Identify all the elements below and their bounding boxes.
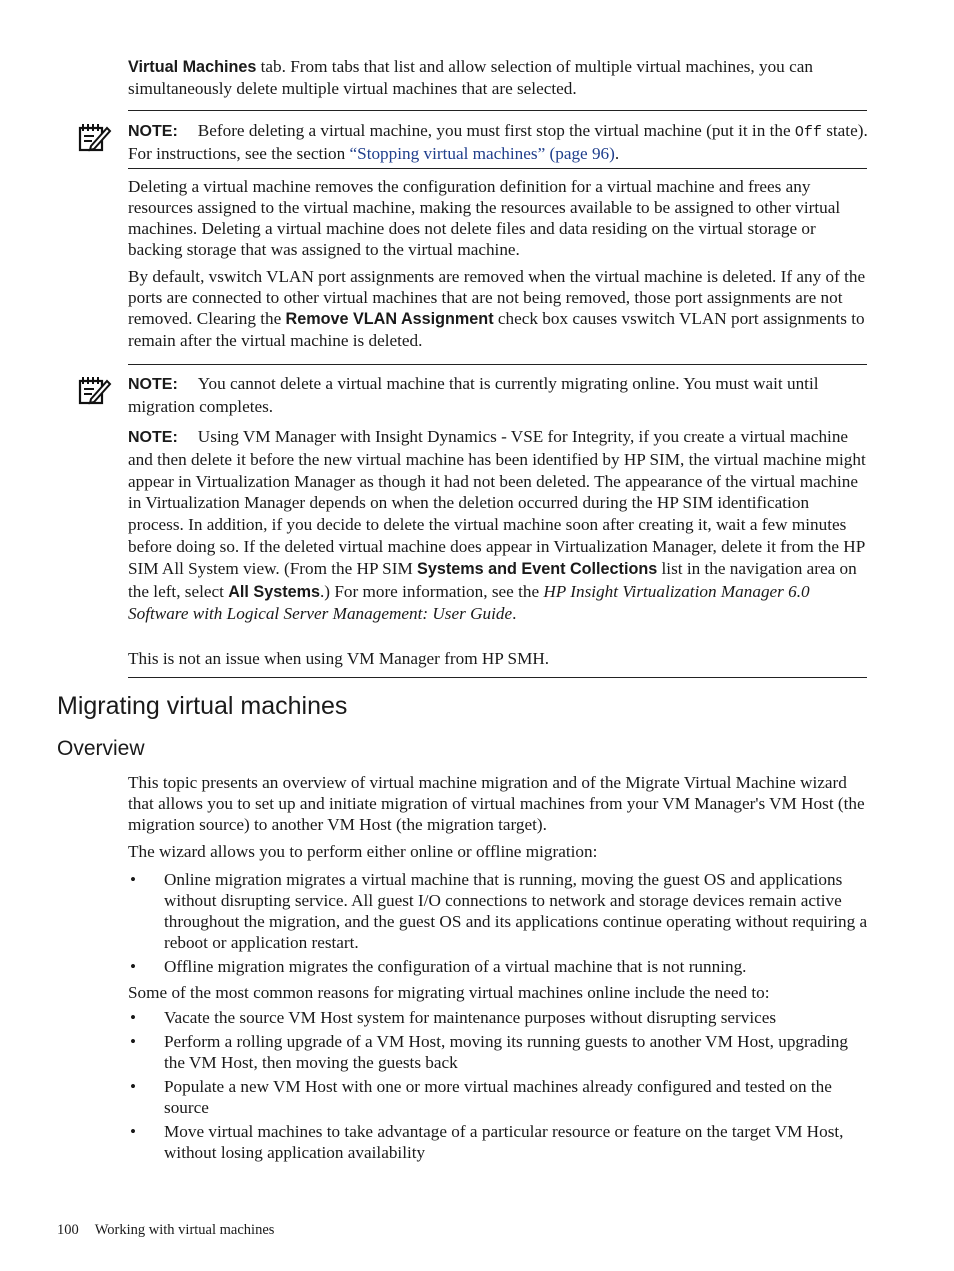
off-state-code: Off	[794, 124, 822, 141]
chapter-title: Working with virtual machines	[94, 1222, 275, 1238]
note-icon	[78, 122, 112, 152]
vswitch-paragraph: By default, vswitch VLAN port assignments are removed when the virtual machine is deleted. If any of the ports are connected to other virtual machines that are not being removed, those port assignments are not removed. Clearing the Remove VLAN Assignment check box causes vswitch VLAN port assignments to remain after the virtual machine is deleted.	[128, 267, 866, 350]
list-item: • Populate a new VM Host with one or more virtual machines already configured and tested on the source	[130, 1077, 832, 1117]
list-item: • Move virtual machines to take advantage of a particular resource or feature on the target VM Host, without losing application availability	[130, 1122, 844, 1162]
subsection-title: Overview	[57, 737, 145, 760]
page-footer	[57, 1222, 274, 1239]
note-top-rule	[128, 110, 867, 111]
note-insight-dynamics: NOTE: Using VM Manager with Insight Dynamics - VSE for Integrity, if you create a virtual machine and then delete it before the new virtual machine has been identified by HP SIM, the virtual machine might appear in Virtualization Manager as though it had not been deleted. The appearance of the virtual machine in Virtualization Manager depends on when the deletion occurred during the HP SIM identification process. In addition, if you decide to delete the virtual machine soon after creating it, wait a few minutes before doing so. If the deleted virtual machine does appear in Virtualization Manager, delete it from the HP SIM All System view. (From the HP SIM Systems and Event Collections list in the navigation area on the left, select All Systems.) For more information, see the HP Insight Virtualization Manager 6.0 Software with Logical Server Management: User Guide.	[128, 427, 866, 624]
page-number: 100	[57, 1222, 79, 1238]
note-stop-before-delete: NOTE: Before deleting a virtual machine, you must first stop the virtual machine (put it in the Off state). For instructions, see the section “Stopping virtual machines” (page 96).	[128, 121, 868, 163]
delete-description-paragraph: Deleting a virtual machine removes the configuration definition for a virtual machine and frees any resources assigned to the virtual machine, making the resources available to be assigned to other virtual machines. Deleting a virtual machine does not delete files and data residing on the virtual storage or backing storage that was assigned to the virtual machine.	[128, 177, 841, 259]
migration-reasons-list	[128, 1007, 868, 1166]
migration-types-list	[128, 869, 868, 980]
note-bottom-rule	[128, 168, 867, 169]
user-guide-title: HP Insight Virtualization Manager 6.0 Software with Logical Server Management: User Guide	[128, 581, 810, 624]
wizard-paragraph: The wizard allows you to perform either online or offline migration:	[128, 842, 598, 861]
hp-smh-note-paragraph: This is not an issue when using VM Manager from HP SMH.	[128, 649, 550, 668]
systems-event-collections-label: Systems and Event Collections	[417, 559, 658, 578]
note-top-rule	[128, 364, 867, 365]
overview-paragraph: This topic presents an overview of virtual machine migration and of the Migrate Virtual Machine wizard that allows you to set up and initiate migration of virtual machines from your VM Manager's VM Host (the migration source) to another VM Host (the migration target).	[128, 773, 865, 834]
stopping-vms-link[interactable]: “Stopping virtual machines” (page 96)	[349, 144, 615, 163]
list-item: • Vacate the source VM Host system for maintenance purposes without disrupting services	[130, 1008, 777, 1027]
list-item: • Offline migration migrates the configuration of a virtual machine that is not running.	[130, 957, 747, 976]
note-icon	[78, 375, 112, 405]
note-migrating-online: NOTE: You cannot delete a virtual machine that is currently migrating online. You must wait until migration completes.	[128, 374, 819, 416]
intro-paragraph: Virtual Machines tab. From tabs that list and allow selection of multiple virtual machines, you can simultaneously delete multiple virtual machines that are selected.	[128, 57, 813, 98]
list-item: • Online migration migrates a virtual machine that is running, moving the guest OS and applications without disrupting service. All guest I/O connections to network and storage devices remain active throughout the migration, and the guest OS and its applications continue operating without requiring a reboot or application restart.	[130, 870, 868, 952]
section-title: Migrating virtual machines	[57, 692, 348, 720]
virtual-machines-tab-name: Virtual Machines	[128, 58, 257, 76]
list-item: • Perform a rolling upgrade of a VM Host, moving its running guests to another VM Host, upgrading the VM Host, then moving the guests back	[130, 1032, 848, 1072]
note-bottom-rule	[128, 677, 867, 678]
reasons-paragraph: Some of the most common reasons for migrating virtual machines online include the need to:	[128, 983, 770, 1002]
remove-vlan-assignment-label: Remove VLAN Assignment	[285, 310, 494, 328]
all-systems-label: All Systems	[228, 582, 320, 601]
